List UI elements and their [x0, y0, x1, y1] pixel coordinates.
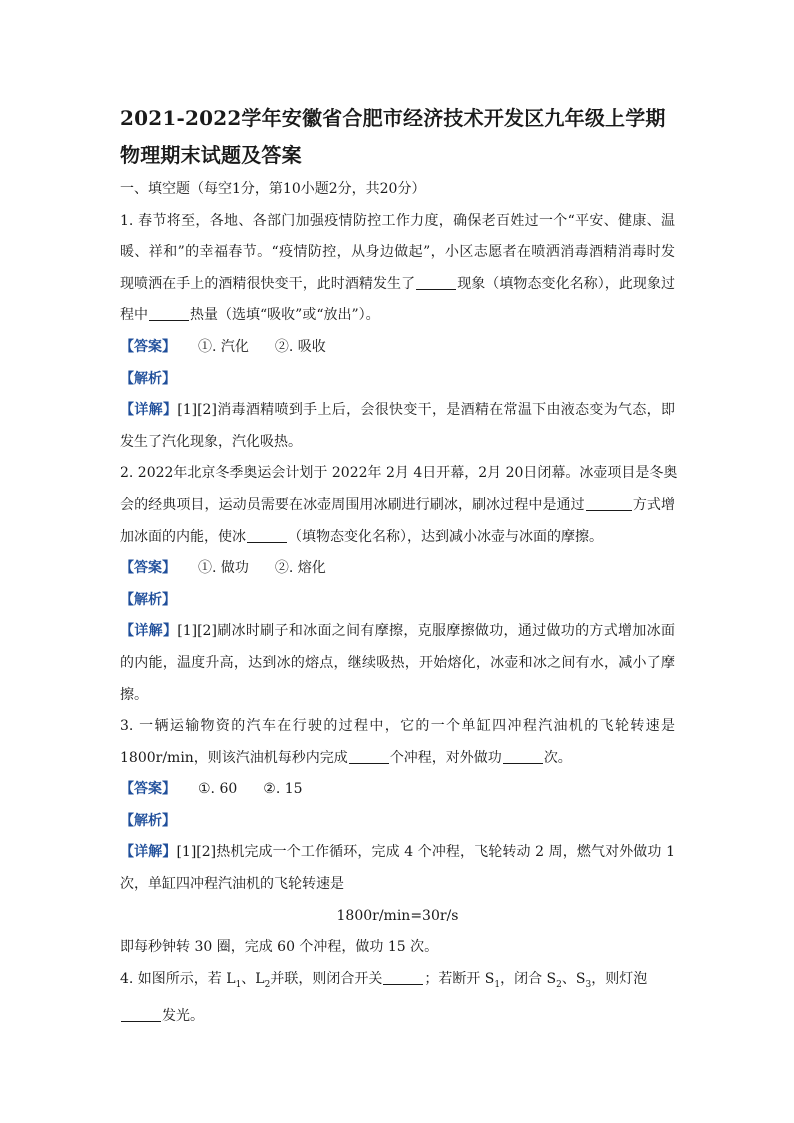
q3-detail-line1 [120, 837, 675, 869]
q1-line4 [120, 300, 675, 332]
q1-answer-1: ①. 汽化 [198, 338, 249, 355]
q1-blank-2 [149, 306, 189, 321]
q1-answer [120, 332, 675, 364]
q3-answer-2: ②. 15 [263, 781, 303, 798]
detail-label: 【详解】 [120, 402, 178, 419]
q3-detail-line2: 次，单缸四冲程汽油机的飞轮转速是 [120, 876, 344, 893]
q2-text: 加冰面的内能，使冰 [120, 528, 246, 545]
q4-subscript: 2 [264, 979, 271, 990]
q2-detail-text: [1][2]刷冰时刷子和冰面之间有摩擦，克服摩擦做功，通过做功的方式增加冰面 [177, 623, 675, 640]
q2-line3 [120, 522, 675, 554]
q4-text: 并联，则闭合开关 [270, 970, 383, 987]
q2-answer-2: ②. 熔化 [274, 560, 326, 577]
q4-text: 发光。 [162, 1008, 204, 1025]
q2-answer [120, 553, 675, 585]
q1-analysis [120, 364, 675, 396]
q4-blank-2 [121, 1007, 161, 1022]
q2-line2 [120, 490, 675, 522]
q4-text: ；若断开 S [424, 970, 495, 987]
q3-line2 [120, 743, 675, 775]
q2-detail-line3: 擦。 [120, 686, 148, 703]
answer-label: 【答案】 [120, 560, 176, 577]
q2-text: （填物态变化名称），达到减小冰壶与冰面的摩擦。 [288, 528, 603, 545]
section-heading: 一、填空题（每空1分，第10小题2分，共20分） [120, 181, 426, 197]
q2-detail-line2: 的内能，温度升高，达到冰的熔点，继续吸热，开始熔化，冰壶和冰之间有水，减小了摩 [120, 654, 675, 671]
q1-detail-line1 [120, 395, 675, 427]
q3-text: 次。 [543, 749, 572, 766]
q1-line3 [120, 269, 675, 301]
q3-text: 个冲程，对外做功 [389, 749, 502, 766]
q4-subscript: 1 [494, 979, 501, 990]
detail-label: 【详解】 [120, 623, 178, 640]
q2-blank-1 [586, 496, 632, 511]
q3-line1: 3. 一辆运输物资的汽车在行驶的过程中，它的一个单缸四冲程汽油机的飞轮转速是 [120, 718, 675, 735]
q2-answer-1: ①. 做功 [198, 560, 249, 577]
q3-analysis [120, 806, 675, 838]
q2-detail-line1 [120, 616, 675, 648]
q3-answer [120, 774, 675, 806]
q4-text: 、S [561, 970, 586, 987]
q3-answer-1: ①. 60 [198, 781, 238, 798]
q1-text: 现喷洒在手上的酒精很快变干，此时酒精发生了 [120, 275, 416, 292]
analysis-label: 【解析】 [120, 370, 176, 387]
q2-text: 会的经典项目，运动员需要在冰壶周围用冰刷进行刷冰，刷冰过程中是通过 [120, 496, 585, 513]
q1-blank-1 [416, 275, 456, 290]
q3-blank-2 [503, 749, 543, 764]
q1-text: 程中 [120, 307, 148, 324]
q1-answer-2: ②. 吸收 [274, 338, 326, 355]
answer-label: 【答案】 [120, 338, 176, 355]
q3-blank-1 [349, 749, 389, 764]
q4-text: ，闭合 S [500, 970, 557, 987]
q1-text: 现象（填物态变化名称），此现象过 [457, 275, 676, 292]
q1-line1: 1. 春节将至，各地、各部门加强疫情防控工作力度，确保老百姓过一个“平安、健康、温 [120, 212, 675, 229]
q2-text: 方式增 [632, 496, 675, 513]
detail-label: 【详解】 [120, 844, 177, 861]
q4-line2 [120, 1001, 675, 1033]
q1-detail-text: [1][2]消毒酒精喷到手上后，会很快变干，是酒精在常温下由液态变为气态，即 [177, 402, 675, 419]
page-title-line1: 2021-2022学年安徽省合肥市经济技术开发区九年级上学期 [120, 106, 666, 130]
analysis-label: 【解析】 [120, 812, 176, 829]
q3-formula: 1800r/min=30r/s [336, 907, 459, 924]
document-content [120, 100, 678, 1033]
q1-detail-line2: 发生了汽化现象，汽化吸热。 [120, 433, 302, 450]
q4-subscript: 2 [556, 979, 562, 990]
q2-blank-2 [247, 528, 287, 543]
q1-line2: 暖、祥和”的幸福春节。“疫情防控，从身边做起”，小区志愿者在喷洒消毒酒精消毒时发 [120, 244, 675, 261]
q4-blank-1 [383, 970, 423, 985]
q4-subscript: 1 [235, 979, 242, 990]
answer-label: 【答案】 [120, 781, 176, 798]
q3-detail-text: [1][2]热机完成一个工作循环，完成 4 个冲程，飞轮转动 2 周，燃气对外做功 1 [176, 844, 675, 861]
q4-line1 [120, 964, 675, 1001]
page-title-line2: 物理期末试题及答案 [120, 143, 302, 167]
q2-line1: 2. 2022年北京冬季奥运会计划于 2022年 2月 4日开幕，2月 20日闭幕。冰壶项目是冬奥 [120, 465, 678, 482]
q4-text: 、L [241, 970, 265, 987]
analysis-label: 【解析】 [120, 591, 176, 608]
q4-text: ，则灯泡 [591, 970, 648, 987]
q4-subscript: 3 [585, 979, 592, 990]
q2-analysis [120, 585, 675, 617]
q3-detail-line3: 即每秒钟转 30 圈，完成 60 个冲程，做功 15 次。 [120, 939, 439, 956]
q3-text: 1800r/min，则该汽油机每秒内完成 [120, 749, 348, 766]
q1-text: 热量（选填“吸收”或“放出”）。 [190, 307, 380, 324]
q4-text: 4. 如图所示，若 L [120, 970, 236, 987]
